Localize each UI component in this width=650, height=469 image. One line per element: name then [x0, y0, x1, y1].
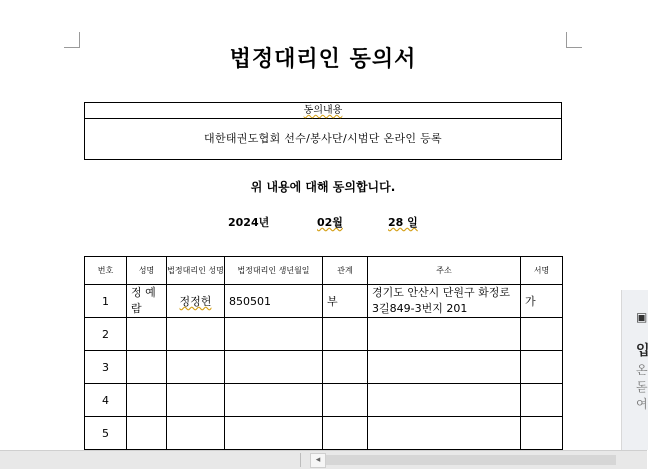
cell-sign[interactable] [521, 417, 563, 450]
cell-birth[interactable] [225, 417, 323, 450]
header-no: 번호 [85, 257, 127, 285]
header-name: 성명 [127, 257, 167, 285]
agree-statement: 위 내용에 대해 동의합니다. [250, 180, 396, 194]
scroll-track[interactable] [326, 455, 616, 465]
cell-birth[interactable]: 850501 [225, 285, 323, 318]
cell-relation[interactable] [323, 318, 368, 351]
consent-body: 대한태권도협회 선수/봉사단/시범단 온라인 등록 [204, 132, 442, 145]
cell-relation[interactable] [323, 351, 368, 384]
document-title: 법정대리인 동의서 [229, 46, 417, 72]
cell-birth[interactable] [225, 351, 323, 384]
table-row [85, 318, 563, 351]
cell-relation[interactable] [323, 384, 368, 417]
consent-header: 동의내용 [85, 103, 561, 119]
cell-name[interactable] [127, 318, 167, 351]
table-header-row [85, 257, 563, 285]
scroll-left-icon[interactable]: ◂ [310, 453, 326, 468]
cell-address[interactable]: 경기도 안산시 단원구 화정로 3길849-3번지 201 [368, 285, 521, 318]
header-relation: 관계 [323, 257, 368, 285]
consent-box [84, 102, 562, 160]
cell-guardian[interactable] [167, 417, 225, 450]
cell-address[interactable] [368, 384, 521, 417]
cell-relation[interactable]: 부 [323, 285, 368, 318]
cell-guardian[interactable] [167, 384, 225, 417]
header-address: 주소 [368, 257, 521, 285]
divider [300, 453, 301, 467]
table-row [85, 351, 563, 384]
table-row [85, 384, 563, 417]
cell-sign[interactable] [521, 384, 563, 417]
cell-no[interactable]: 5 [85, 417, 127, 450]
side-panel[interactable] [621, 290, 648, 450]
date-day: 28 일 [388, 216, 418, 229]
crop-mark-top-left [64, 32, 80, 48]
cell-address[interactable] [368, 351, 521, 384]
cell-no[interactable]: 3 [85, 351, 127, 384]
header-guardian-birth: 법정대리인 생년월일 [225, 257, 323, 285]
cell-sign[interactable]: 가 [521, 285, 563, 318]
cell-sign[interactable] [521, 351, 563, 384]
crop-mark-top-right [566, 32, 582, 48]
cell-birth[interactable] [225, 318, 323, 351]
date-year: 2024년 [228, 216, 270, 229]
cell-no[interactable]: 4 [85, 384, 127, 417]
cell-no[interactable]: 1 [85, 285, 127, 318]
cell-name[interactable] [127, 384, 167, 417]
panel-text: 온 돋 여 [636, 363, 648, 411]
cell-address[interactable] [368, 318, 521, 351]
cell-sign[interactable] [521, 318, 563, 351]
panel-heading: 입 [636, 343, 650, 359]
header-sign: 서명 [521, 257, 563, 285]
cell-guardian[interactable] [167, 318, 225, 351]
cell-name[interactable] [127, 417, 167, 450]
date-month: 02월 [317, 216, 343, 229]
cell-guardian[interactable]: 정정헌 [167, 285, 225, 318]
cell-name[interactable]: 정 예 람 [127, 285, 167, 318]
cell-no[interactable]: 2 [85, 318, 127, 351]
header-guardian-name: 법정대리인 성명 [167, 257, 225, 285]
table-row [85, 417, 563, 450]
cell-relation[interactable] [323, 417, 368, 450]
cell-guardian[interactable] [167, 351, 225, 384]
cell-birth[interactable] [225, 384, 323, 417]
cell-address[interactable] [368, 417, 521, 450]
table-row [85, 285, 563, 318]
horizontal-scrollbar[interactable] [0, 450, 647, 469]
panel-icon[interactable]: ▣ [636, 310, 648, 324]
guardian-table [84, 256, 563, 450]
cell-name[interactable] [127, 351, 167, 384]
